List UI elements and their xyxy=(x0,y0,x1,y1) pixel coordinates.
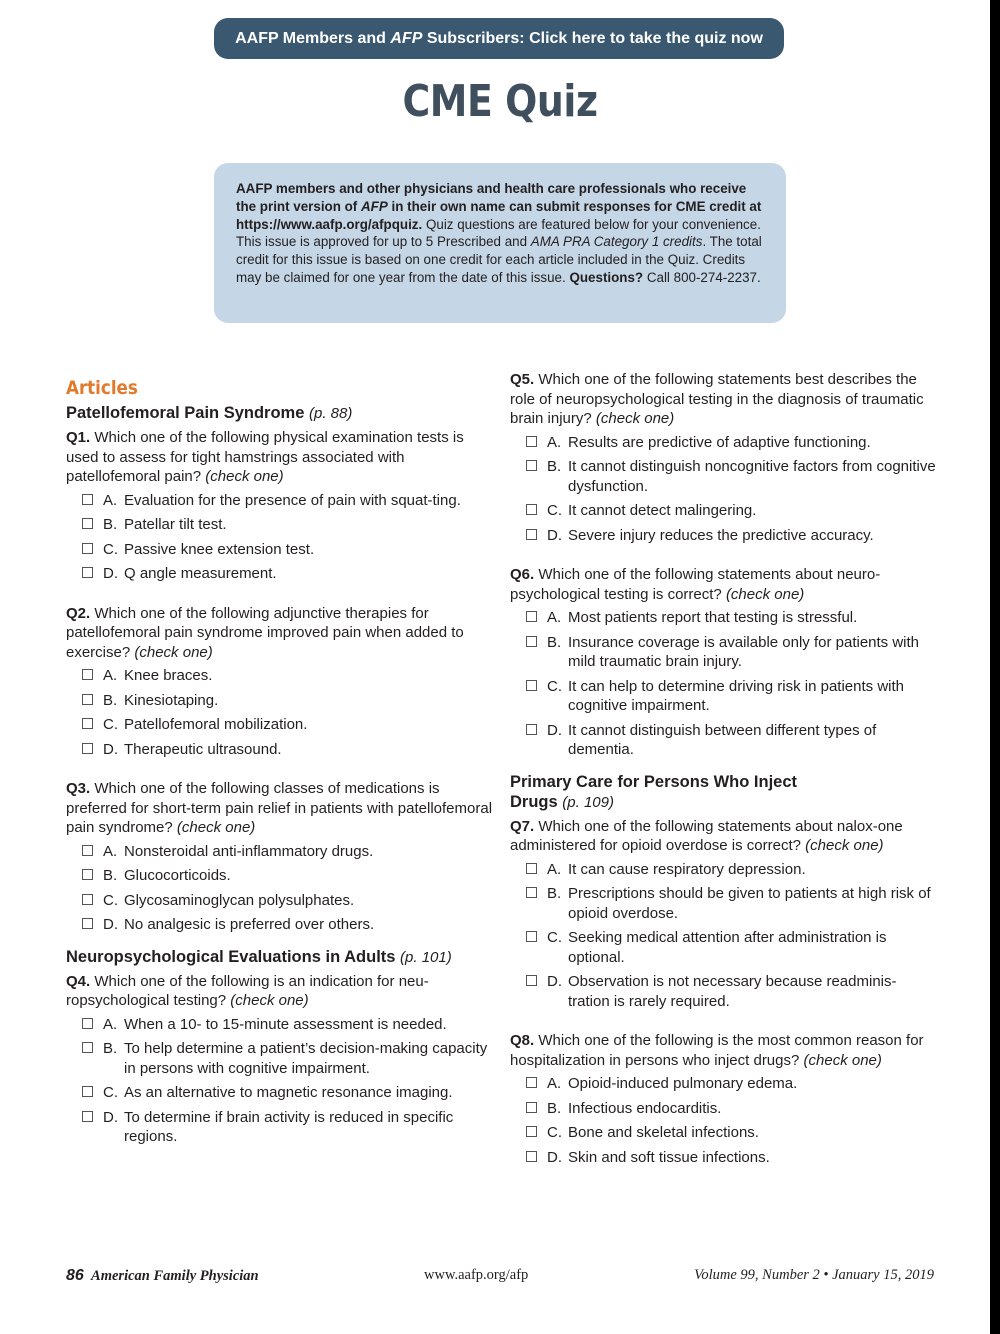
option-text: Most patients report that testing is stressful. xyxy=(568,609,858,626)
option-text: Seeking medical attention after administration is optional. xyxy=(568,929,887,966)
option-text: When a 10- to 15-minute assessment is needed. xyxy=(124,1015,447,1033)
checkbox-icon[interactable] xyxy=(526,1077,537,1088)
answer-option[interactable] xyxy=(66,666,494,686)
option-text: Results are predictive of adaptive functioning. xyxy=(568,433,871,451)
option-letter: D. xyxy=(103,565,118,582)
option-letter: B. xyxy=(547,1099,562,1117)
checkbox-icon[interactable] xyxy=(526,436,537,447)
option-text: As an alternative to magnetic resonance imaging. xyxy=(124,1084,453,1101)
right-column xyxy=(510,370,938,1172)
answer-option[interactable] xyxy=(510,433,938,453)
info-box xyxy=(214,163,786,323)
checkbox-icon[interactable] xyxy=(526,863,537,874)
option-text: Infectious endocarditis. xyxy=(568,1099,722,1117)
answer-option[interactable] xyxy=(510,884,938,923)
option-letter: B. xyxy=(103,691,118,709)
info-bold-2: in their own name can submit responses for CME credit at https://www.aafp.org/afpquiz. xyxy=(236,198,762,232)
checkbox-icon[interactable] xyxy=(82,1111,93,1122)
section-heading: Articles xyxy=(66,377,138,399)
option-letter: C. xyxy=(547,677,562,695)
checkbox-icon[interactable] xyxy=(82,694,93,705)
banner-text-afp: AFP xyxy=(390,29,423,47)
option-letter: A. xyxy=(547,433,562,451)
option-text: Skin and soft tissue infections. xyxy=(568,1148,770,1166)
question-block xyxy=(66,779,497,935)
info-text-1: Quiz questions are featured below for your convenience. This issue is approved for up to 5 Prescribed and xyxy=(236,216,761,250)
article-title: Neuropsychological Evaluations in Adults (p. 101) xyxy=(66,947,452,966)
checkbox-icon[interactable] xyxy=(82,869,93,880)
checkbox-icon[interactable] xyxy=(526,504,537,515)
option-text: Patellofemoral mobilization. xyxy=(124,716,308,733)
option-letter: D. xyxy=(103,740,118,758)
option-letter: A. xyxy=(103,1015,118,1033)
question-text: Q3. Which one of the following classes of medications is preferred for short-term pain relief in patients with patellofemoral pain syndrome? (check one) xyxy=(66,780,497,836)
option-letter: B. xyxy=(103,516,118,533)
option-text: Prescriptions should be given to patients at high risk of opioid overdose. xyxy=(568,885,931,922)
question-text: Q8. Which one of the following is the most common reason for hospitalization in persons who inject drugs? (check one) xyxy=(510,1032,928,1069)
answer-option[interactable] xyxy=(510,608,938,628)
answer-option[interactable] xyxy=(66,691,494,711)
checkbox-icon[interactable] xyxy=(526,529,537,540)
page-title: CME Quiz xyxy=(402,76,598,127)
checkbox-icon[interactable] xyxy=(526,975,537,986)
checkbox-icon[interactable] xyxy=(526,931,537,942)
answer-option[interactable] xyxy=(510,1148,938,1168)
option-letter: A. xyxy=(103,667,118,684)
option-letter: D. xyxy=(547,1148,562,1166)
info-credit-type: AMA PRA Category 1 credits xyxy=(530,234,703,250)
option-text: No analgesic is preferred over others. xyxy=(124,916,375,933)
option-text: Q angle measurement. xyxy=(124,565,277,582)
option-text: Glycosaminoglycan polysulphates. xyxy=(124,891,355,909)
left-column xyxy=(66,377,497,1152)
question-block xyxy=(510,1031,938,1167)
checkbox-icon[interactable] xyxy=(82,718,93,729)
checkbox-icon[interactable] xyxy=(526,1126,537,1137)
checkbox-icon[interactable] xyxy=(82,845,93,856)
journal-name: American Family Physician xyxy=(91,1268,259,1284)
option-letter: D. xyxy=(547,526,562,544)
answer-option[interactable] xyxy=(510,633,938,672)
answer-option[interactable] xyxy=(510,677,938,716)
checkbox-icon[interactable] xyxy=(526,1102,537,1113)
question-text: Q1. Which one of the following physical examination tests is used to assess for tight hamstrings associated with patellofemoral pain? (check one) xyxy=(66,429,468,485)
option-text: To determine if brain activity is reduced in specific regions. xyxy=(124,1108,454,1145)
take-quiz-banner-button[interactable] xyxy=(214,18,784,59)
option-text: It can cause respiratory depression. xyxy=(568,860,806,878)
checkbox-icon[interactable] xyxy=(82,543,93,554)
question-block xyxy=(510,370,938,545)
option-text: Kinesiotaping. xyxy=(124,691,219,709)
option-letter: A. xyxy=(547,860,562,878)
question-text: Q7. Which one of the following statements about nalox-one administered for opioid overdose is correct? (check one) xyxy=(510,817,907,854)
option-letter: B. xyxy=(547,633,562,651)
checkbox-icon[interactable] xyxy=(526,680,537,691)
checkbox-icon[interactable] xyxy=(82,743,93,754)
checkbox-icon[interactable] xyxy=(526,611,537,622)
checkbox-icon[interactable] xyxy=(82,1018,93,1029)
option-letter: C. xyxy=(103,540,118,558)
option-text: Evaluation for the presence of pain with squat-ting. xyxy=(124,491,461,509)
option-text: Observation is not necessary because readminis-tration is rarely required. xyxy=(568,973,897,1010)
option-text: Therapeutic ultrasound. xyxy=(124,740,282,758)
answer-option[interactable] xyxy=(510,928,938,967)
checkbox-icon[interactable] xyxy=(82,1042,93,1053)
answer-option[interactable] xyxy=(66,515,494,535)
answer-option[interactable] xyxy=(66,715,494,735)
checkbox-icon[interactable] xyxy=(82,494,93,505)
page-number: 86 xyxy=(66,1267,84,1284)
banner-text-2: Subscribers: Click here to take the quiz now xyxy=(422,29,763,47)
question-block xyxy=(510,565,938,760)
banner-text-1: AAFP Members and xyxy=(235,29,391,47)
option-letter: A. xyxy=(547,1075,562,1092)
question-block xyxy=(66,604,494,760)
answer-option[interactable] xyxy=(510,721,938,760)
question-block xyxy=(510,817,938,1012)
option-letter: C. xyxy=(547,502,562,519)
answer-option[interactable] xyxy=(66,740,494,760)
info-bold-afp: AFP xyxy=(361,198,388,214)
option-letter: C. xyxy=(103,1084,118,1101)
checkbox-icon[interactable] xyxy=(82,518,93,529)
answer-option[interactable] xyxy=(66,891,494,911)
option-text: It cannot detect malingering. xyxy=(568,502,757,519)
option-letter: B. xyxy=(547,885,562,902)
answer-option[interactable] xyxy=(510,972,938,1011)
checkbox-icon[interactable] xyxy=(526,636,537,647)
option-letter: A. xyxy=(547,609,562,626)
answer-option[interactable] xyxy=(66,1108,494,1147)
answer-option[interactable] xyxy=(510,501,938,521)
option-letter: C. xyxy=(547,1124,562,1141)
info-phone: Call 800-274-2237. xyxy=(643,269,761,285)
footer-url[interactable]: www.aafp.org/afp xyxy=(424,1267,529,1283)
question-text: Q6. Which one of the following statements about neuro-psychological testing is correct? (check one) xyxy=(510,566,881,603)
option-letter: B. xyxy=(547,458,562,475)
checkbox-icon[interactable] xyxy=(526,887,537,898)
footer-issue: Volume 99, Number 2 • January 15, 2019 xyxy=(694,1267,934,1283)
option-text: It cannot distinguish noncognitive factors from cognitive dysfunction. xyxy=(568,458,936,495)
option-text: Glucocorticoids. xyxy=(124,867,231,884)
option-letter: D. xyxy=(547,973,562,990)
answer-option[interactable] xyxy=(510,1074,938,1094)
question-text: Q4. Which one of the following is an indication for neu-ropsychological testing? (check one) xyxy=(66,972,429,1009)
option-letter: A. xyxy=(103,842,118,860)
option-text: Knee braces. xyxy=(124,667,213,684)
question-text: Q5. Which one of the following statements best describes the role of neuropsychological testing in the diagnosis of traumatic brain injury? (check one) xyxy=(510,371,928,427)
option-text: Opioid-induced pulmonary edema. xyxy=(568,1075,798,1092)
info-bold-1: AAFP members and other physicians and health care professionals who receive the print version of xyxy=(236,181,747,214)
option-letter: D. xyxy=(103,916,118,933)
answer-option[interactable] xyxy=(66,1083,494,1103)
question-text: Q2. Which one of the following adjunctive therapies for patellofemoral pain syndrome improved pain when added to exercise? (check one) xyxy=(66,604,468,661)
footer-journal xyxy=(66,1267,259,1285)
option-text: It can help to determine driving risk in patients with cognitive impairment. xyxy=(568,677,904,714)
answer-option[interactable] xyxy=(66,540,494,560)
question-block xyxy=(66,428,494,584)
info-questions-label: Questions? xyxy=(569,269,644,285)
answer-option[interactable] xyxy=(66,1039,494,1078)
checkbox-icon[interactable] xyxy=(82,894,93,905)
option-letter: D. xyxy=(103,1108,118,1126)
answer-option[interactable] xyxy=(510,457,938,496)
option-letter: D. xyxy=(547,721,562,739)
answer-option[interactable] xyxy=(66,564,494,584)
answer-option[interactable] xyxy=(510,526,938,546)
option-text: Severe injury reduces the predictive accuracy. xyxy=(568,526,874,544)
checkbox-icon[interactable] xyxy=(82,918,93,929)
question-block xyxy=(66,972,494,1147)
option-letter: C. xyxy=(103,891,118,909)
answer-option[interactable] xyxy=(66,491,494,511)
option-text: Bone and skeletal infections. xyxy=(568,1124,759,1141)
info-text-2: . The total credit for this issue is based on one credit for each article included in the Quiz. Credits may be claimed for one year from the date of this issue. xyxy=(236,234,762,285)
option-letter: C. xyxy=(103,716,118,733)
answer-option[interactable] xyxy=(510,1123,938,1143)
option-text: Nonsteroidal anti-inflammatory drugs. xyxy=(124,842,374,860)
checkbox-icon[interactable] xyxy=(526,724,537,735)
checkbox-icon[interactable] xyxy=(82,567,93,578)
option-letter: B. xyxy=(103,867,118,884)
answer-option[interactable] xyxy=(66,842,494,862)
checkbox-icon[interactable] xyxy=(526,1151,537,1162)
answer-option[interactable] xyxy=(66,866,494,886)
checkbox-icon[interactable] xyxy=(526,460,537,471)
answer-option[interactable] xyxy=(66,915,494,935)
answer-option[interactable] xyxy=(510,860,938,880)
option-text: Insurance coverage is available only for patients with mild traumatic brain injury. xyxy=(568,633,920,670)
option-text: Patellar tilt test. xyxy=(124,516,227,533)
article-title: Primary Care for Persons Who Inject Drugs (p. 109) xyxy=(510,772,798,811)
answer-option[interactable] xyxy=(66,1015,494,1035)
article-title: Patellofemoral Pain Syndrome (p. 88) xyxy=(66,404,353,422)
answer-option[interactable] xyxy=(510,1099,938,1119)
checkbox-icon[interactable] xyxy=(82,1086,93,1097)
option-letter: A. xyxy=(103,491,118,509)
option-letter: C. xyxy=(547,929,562,946)
checkbox-icon[interactable] xyxy=(82,669,93,680)
option-letter: B. xyxy=(103,1040,118,1057)
option-text: To help determine a patient’s decision-making capacity in persons with cognitive impairment. xyxy=(124,1040,488,1077)
option-text: Passive knee extension test. xyxy=(124,540,315,558)
option-text: It cannot distinguish between different types of dementia. xyxy=(568,721,877,758)
